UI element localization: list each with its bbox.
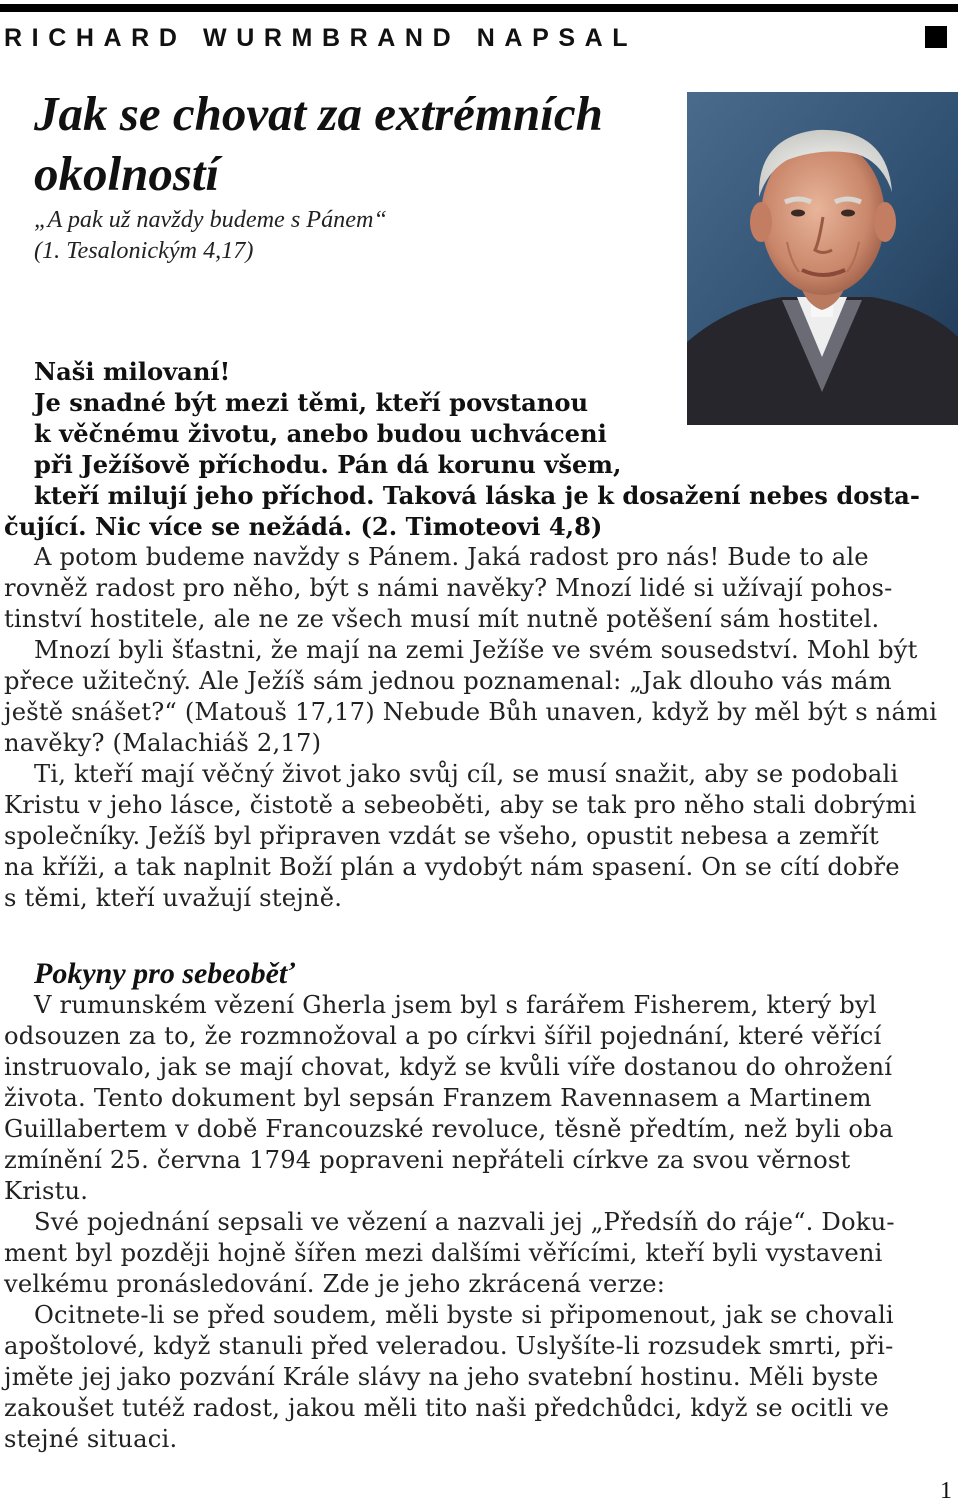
text-line: velkému pronásledování. Zde je jeho zkrácená verze:	[4, 1270, 666, 1298]
text-line: s těmi, kteří uvažují stejně.	[4, 884, 343, 912]
text-line: tinství hostitele, ale ne ze všech musí mít nutně potěšení sám hostitel.	[4, 605, 880, 633]
text-line: Ocitnete-li se před soudem, měli byste si připomenout, jak se chovali	[34, 1301, 894, 1329]
subtitle-line: (1. Tesalonickým 4,17)	[34, 237, 254, 264]
text-line: zmínění 25. června 1794 popraveni nepřáteli církve za svou věrnost	[4, 1146, 851, 1174]
greeting-text: Naši milovaní!	[34, 357, 231, 386]
text-line: přece užitečný. Ale Ježíš sám jednou poznamenal: „Jak dlouho vás mám	[4, 667, 892, 695]
header-square-mark	[925, 26, 947, 48]
text-line: odsouzen za to, že rozmnožoval a po církvi šířil pojednání, které věřící	[4, 1022, 882, 1050]
section-heading: Pokyny pro sebeoběť	[34, 957, 295, 990]
title-line: okolností	[34, 146, 220, 201]
text-line: jměte jej jako pozvání Krále slávy na jeho svatební hostinu. Měli byste	[4, 1363, 879, 1391]
header-rule	[0, 4, 958, 12]
text-line: Mnozí byli šťastni, že mají na zemi Ježíše ve svém sousedství. Mohl být	[34, 636, 918, 664]
text-line: ment byl později hojně šířen mezi dalšími věřícími, kteří byli vystaveni	[4, 1239, 883, 1267]
title-line: Jak se chovat za extrémních	[34, 86, 603, 141]
text-line: kteří milují jeho příchod. Taková láska je k dosažení nebes dosta-	[34, 481, 920, 510]
body-section-1	[4, 542, 958, 914]
header-author-label: RICHARD WURMBRAND NAPSAL	[4, 24, 638, 52]
page-number: 1	[940, 1478, 952, 1504]
text-line: čující. Nic více se nežádá. (2. Timoteovi 4,8)	[4, 512, 603, 541]
greeting	[34, 356, 934, 387]
text-line: Kristu v jeho lásce, čistotě a sebeoběti, aby se tak pro něho stali dobrými	[4, 791, 917, 819]
text-line: Je snadné být mezi těmi, kteří povstanou	[34, 388, 589, 417]
text-line: apoštolové, když stanuli před veleradou. Uslyšíte-li rozsudek smrti, při-	[4, 1332, 894, 1360]
text-line: stejné situaci.	[4, 1425, 178, 1453]
article-title	[34, 84, 674, 204]
text-line: Ti, kteří mají věčný život jako svůj cíl, se musí snažit, aby se podobali	[34, 760, 899, 788]
text-line: V rumunském vězení Gherla jsem byl s farářem Fisherem, který byl	[34, 991, 877, 1019]
text-line: zakoušet tutéž radost, jakou měli tito naši předchůdci, když se ocitli ve	[4, 1394, 890, 1422]
text-line: na kříži, a tak naplnit Boží plán a vydobýt nám spasení. On se cítí dobře	[4, 853, 900, 881]
text-line: rovněž radost pro něho, být s námi navěky? Mnozí lidé si užívají pohos-	[4, 574, 893, 602]
text-line: ještě snášet?“ (Matouš 17,17) Nebude Bůh unaven, když by měl být s námi	[4, 698, 938, 726]
text-line: společníky. Ježíš byl připraven vzdát se všeho, opustit nebesa a zemřít	[4, 822, 879, 850]
intro-paragraph	[4, 387, 958, 542]
article-subtitle	[34, 204, 634, 266]
text-line: instruovalo, jak se mají chovat, když se kvůli víře dostanou do ohrožení	[4, 1053, 893, 1081]
text-line: Guillabertem v době Francouzské revoluce, těsně předtím, než byli oba	[4, 1115, 894, 1143]
text-line: Kristu.	[4, 1177, 89, 1205]
text-line: při Ježíšově příchodu. Pán dá korunu všem,	[34, 450, 622, 479]
text-line: života. Tento dokument byl sepsán Franzem Ravennasem a Martinem	[4, 1084, 872, 1112]
text-line: k věčnému životu, anebo budou uchváceni	[34, 419, 607, 448]
text-line: navěky? (Malachiáš 2,17)	[4, 729, 322, 757]
body-section-2	[4, 990, 958, 1455]
text-line: A potom budeme navždy s Pánem. Jaká radost pro nás! Bude to ale	[34, 543, 869, 571]
subtitle-line: „A pak už navždy budeme s Pánem“	[34, 206, 387, 233]
text-line: Své pojednání sepsali ve vězení a nazvali jej „Předsíň do ráje“. Doku-	[34, 1208, 895, 1236]
